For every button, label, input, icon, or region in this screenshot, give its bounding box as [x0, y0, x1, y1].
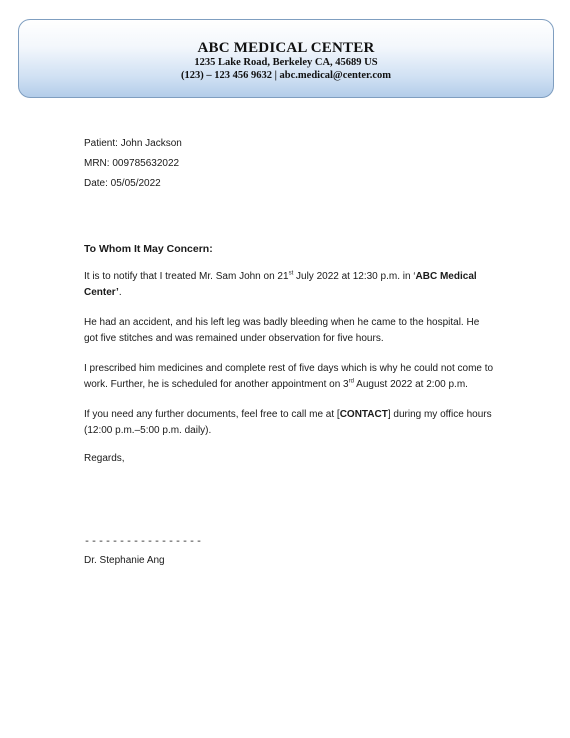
paragraph-prescription — [84, 361, 494, 393]
organization-contact: (123) – 123 456 9632 | abc.medical@center.com — [181, 70, 391, 81]
patient-name: Patient: John Jackson — [84, 138, 182, 149]
center-name-emphasis: ABC Medical Center’ — [84, 271, 477, 298]
paragraph-contact — [84, 407, 494, 439]
patient-mrn: MRN: 009785632022 — [84, 158, 180, 169]
salutation: To Whom It May Concern: — [84, 243, 213, 255]
organization-name: ABC MEDICAL CENTER — [197, 40, 375, 56]
paragraph-text: ] during my office hours (12:00 p.m.–5:00 p.m. daily). — [84, 409, 492, 436]
paragraph-text: . — [118, 287, 122, 298]
paragraph-text: If you need any further documents, feel free to call me at [ — [84, 409, 340, 420]
closing: Regards, — [84, 453, 125, 464]
organization-address: 1235 Lake Road, Berkeley CA, 45689 US — [194, 57, 378, 68]
paragraph-text: It is to notify that I treated Mr. Sam John on 21 — [84, 271, 289, 282]
paragraph-notification — [84, 269, 494, 301]
paragraph-accident: He had an accident, and his left leg was badly bleeding when he came to the hospital. He got five stitches and was remained under observation for five hours. — [84, 317, 480, 344]
paragraph-text: July 2022 at 12:30 p.m. in ‘ — [293, 271, 416, 282]
signature-line: ----------------- — [84, 537, 204, 548]
ordinal-suffix: rd — [348, 378, 354, 385]
letter-date: Date: 05/05/2022 — [84, 178, 161, 189]
paragraph-text: August 2022 at 2:00 p.m. — [353, 379, 468, 390]
letterhead — [18, 19, 554, 98]
paragraph-text: I prescribed him medicines and complete rest of five days which is why he could not come to work. Further, he is scheduled for another appointment on 3 — [84, 363, 494, 390]
contact-placeholder: CONTACT — [339, 409, 388, 420]
ordinal-suffix: st — [288, 270, 294, 277]
signer-name: Dr. Stephanie Ang — [84, 555, 165, 566]
letter-body — [84, 136, 494, 569]
